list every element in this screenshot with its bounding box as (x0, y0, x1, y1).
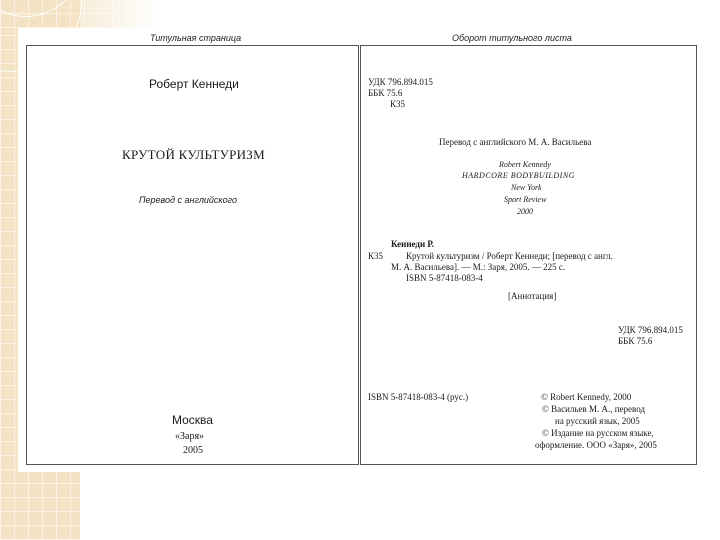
original-year: 2000 (517, 207, 533, 216)
catalog-code: К35 (368, 251, 384, 261)
copyright-line: © Васильев М. А., перевод (542, 404, 646, 414)
bbk-code: ББК 75.6 (368, 88, 403, 98)
copyright-line: © Robert Kennedy, 2000 (541, 392, 632, 402)
publisher: «Заря» (175, 431, 205, 442)
title-page-label: Титульная страница (150, 33, 242, 43)
copyright-line: © Издание на русском языке, (542, 428, 654, 438)
annotation: [Аннотация] (508, 291, 557, 301)
translation-note: Перевод с английского (139, 195, 237, 205)
author-mark: К35 (390, 99, 406, 109)
book-title: КРУТОЙ КУЛЬТУРИЗМ (122, 147, 265, 162)
title-page-panel (26, 45, 359, 465)
original-publisher: Sport Review (504, 195, 547, 204)
catalog-line-1: Крутой культуризм / Роберт Кеннеди; [перевод с англ. (406, 251, 613, 261)
original-city: New York (511, 183, 542, 192)
reverse-page-label: Оборот титульного листа (452, 33, 572, 43)
udk-code: УДК 796.894.015 (368, 77, 433, 87)
author-name: Роберт Кеннеди (149, 77, 239, 91)
decorative-corner-top (0, 0, 720, 28)
isbn-russian: ISBN 5-87418-083-4 (рус.) (368, 392, 469, 402)
catalog-isbn: ISBN 5-87418-083-4 (406, 273, 483, 283)
copyright-line: на русский язык, 2005 (555, 416, 640, 426)
year: 2005 (183, 445, 203, 456)
copyright-line: оформление. ООО «Заря», 2005 (535, 440, 657, 450)
original-title: HARDCORE BODYBUILDING (462, 171, 575, 180)
catalog-heading: Кеннеди Р. (391, 239, 435, 249)
city: Москва (172, 413, 213, 427)
reverse-page-panel (360, 45, 697, 465)
catalog-line-2: М. А. Васильева]. — М.: Заря, 2005. — 225 с. (391, 262, 566, 272)
bbk-code-bottom: ББК 75.6 (618, 336, 653, 346)
udk-code-bottom: УДК 796.894.015 (618, 325, 683, 335)
original-author: Robert Kennedy (499, 160, 551, 169)
translator-line: Перевод с английского М. А. Васильева (439, 137, 592, 147)
